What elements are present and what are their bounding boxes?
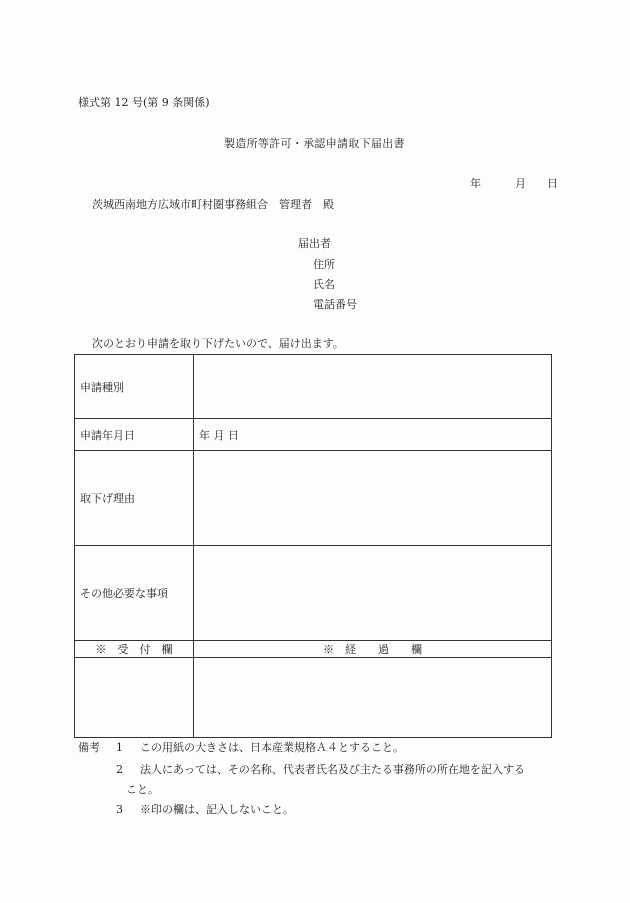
- field-application-date[interactable]: [194, 419, 552, 451]
- notes-label: 備考: [78, 741, 100, 754]
- note-number: 1: [116, 741, 123, 754]
- applicant-phone-label: 電話番号: [313, 298, 357, 311]
- applicant-address-label: 住所: [313, 258, 335, 271]
- date-year: 年: [470, 177, 481, 190]
- field-other-matters[interactable]: [194, 546, 552, 641]
- app-date-year: 年: [199, 428, 210, 442]
- row-label-withdrawal-reason: 取下げ理由: [75, 451, 194, 546]
- applicant-label: 届出者: [298, 237, 331, 250]
- office-header-row: [75, 641, 552, 658]
- app-date-month: 月: [213, 428, 225, 442]
- field-application-type[interactable]: [194, 355, 552, 419]
- table-row: [75, 546, 552, 641]
- document-title: 製造所等許可・承認申請取下届出書: [224, 137, 405, 150]
- submission-date: [470, 177, 558, 191]
- field-withdrawal-reason[interactable]: [194, 451, 552, 546]
- note-text: 法人にあっては、その名称、代表者氏名及び主たる事務所の所在地を記入する: [140, 763, 525, 776]
- office-use-row: [75, 658, 552, 738]
- intro-text: 次のとおり申請を取り下げたいので、届け出ます。: [92, 337, 344, 350]
- row-label-application-type: 申請種別: [75, 355, 194, 419]
- table-row: [75, 419, 552, 451]
- date-month: 月: [515, 177, 526, 190]
- row-label-other-matters: その他必要な事項: [75, 546, 194, 641]
- row-label-application-date: 申請年月日: [75, 419, 194, 451]
- reception-column-header: ※ 受 付 欄: [75, 641, 194, 658]
- withdrawal-form-table: [74, 354, 552, 738]
- progress-column-header: ※ 経 過 欄: [194, 641, 552, 658]
- applicant-name-label: 氏名: [313, 278, 335, 291]
- table-row: [75, 355, 552, 419]
- addressee: 茨城西南地方広域市町村圏事務組合 管理者 殿: [92, 198, 334, 211]
- note-text-continued: こと。: [126, 783, 159, 796]
- note-text: ※印の欄は、記入しないこと。: [140, 803, 294, 816]
- note-number: 2: [116, 763, 123, 776]
- progress-field: [194, 658, 552, 738]
- form-number: 様式第 12 号(第 9 条関係): [78, 96, 210, 109]
- table-row: [75, 451, 552, 546]
- date-day: 日: [547, 177, 558, 190]
- note-text: この用紙の大きさは、日本産業規格Ａ４とすること。: [140, 741, 404, 754]
- note-number: 3: [116, 803, 123, 816]
- app-date-day: 日: [228, 428, 239, 442]
- reception-field: [75, 658, 194, 738]
